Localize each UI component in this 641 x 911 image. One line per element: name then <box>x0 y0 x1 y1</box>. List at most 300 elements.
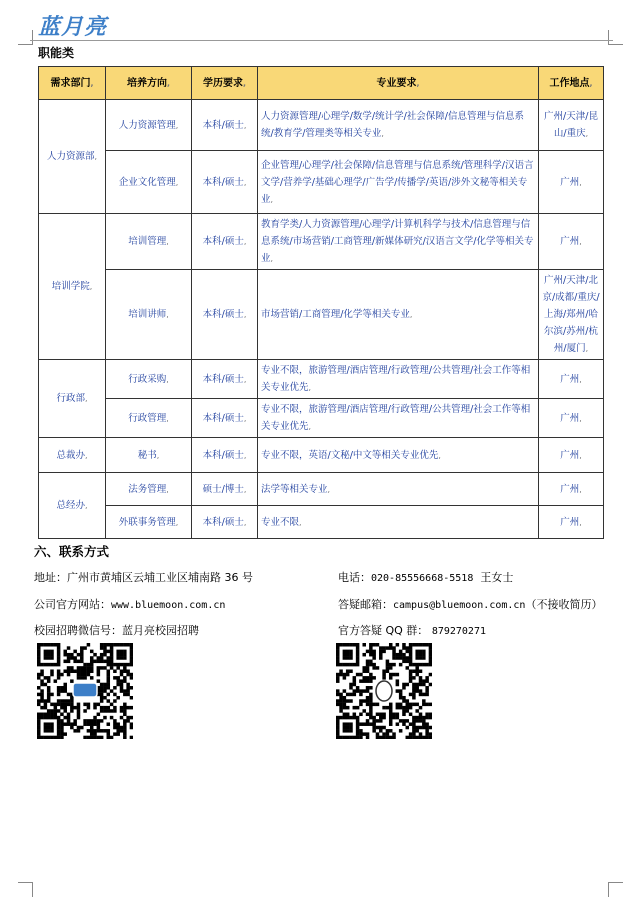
qr-module <box>422 736 426 739</box>
qr-module <box>369 660 373 664</box>
qr-module <box>339 706 343 710</box>
qr-module <box>402 722 406 726</box>
qr-module <box>425 643 429 647</box>
website-label: 公司官方网站： <box>34 598 111 611</box>
qr-module <box>372 716 376 720</box>
qr-module <box>419 683 423 687</box>
qr-module <box>57 686 61 690</box>
qr-module <box>369 696 373 700</box>
qr-module <box>93 716 97 720</box>
qr-module <box>353 676 357 680</box>
qr-module <box>113 699 117 703</box>
qr-module <box>362 699 366 703</box>
qq-qr-code-icon <box>336 643 432 739</box>
company-logo: 蓝月亮 <box>38 15 108 40</box>
qr-module <box>103 686 107 690</box>
email-link[interactable]: campus@bluemoon.com.cn <box>393 600 526 611</box>
qr-module <box>70 656 74 660</box>
qr-module <box>70 679 74 683</box>
qr-module <box>47 713 51 717</box>
wechat-line: 校园招聘微信号：蓝月亮校园招聘 <box>34 624 199 637</box>
qr-module <box>343 673 347 677</box>
qr-module <box>343 656 347 660</box>
qr-module <box>110 666 114 670</box>
qr-module <box>425 732 429 736</box>
qr-module <box>93 732 97 736</box>
qr-module <box>97 673 101 677</box>
qr-module <box>429 673 432 677</box>
qr-module <box>116 653 120 657</box>
qr-module <box>386 732 390 736</box>
qr-module <box>107 643 111 647</box>
qr-module <box>126 689 130 693</box>
contact-section-title: 六、联系方式 <box>34 544 110 559</box>
qr-module <box>382 736 386 739</box>
section-title: 职能类 <box>38 46 75 60</box>
qr-module <box>120 679 124 683</box>
qr-module <box>50 722 54 726</box>
qr-module <box>362 676 366 680</box>
qr-module <box>50 653 54 657</box>
qr-module <box>406 703 410 707</box>
major-cell: 专业不限，旅游管理/酒店管理/行政管理/公共管理/社会工作等相关专业优先, <box>258 399 539 438</box>
qr-module <box>60 736 64 739</box>
qr-module <box>349 650 353 654</box>
qr-module <box>60 726 64 730</box>
qr-module <box>73 656 77 660</box>
qr-module <box>60 719 64 723</box>
qr-module <box>130 663 133 667</box>
qr-module <box>402 660 406 664</box>
qr-module <box>113 719 117 723</box>
qr-module <box>90 722 94 726</box>
qr-module <box>70 653 74 657</box>
qr-module <box>369 716 373 720</box>
qr-module <box>50 709 54 713</box>
qr-module <box>93 660 97 664</box>
qr-module <box>359 736 363 739</box>
qr-module <box>366 713 370 717</box>
qr-module <box>57 643 61 647</box>
qr-module <box>80 666 84 670</box>
qr-module <box>44 703 48 707</box>
qr-module <box>44 722 48 726</box>
qr-module <box>389 643 393 647</box>
qr-module <box>346 722 350 726</box>
location-cell: 广州, <box>539 399 604 438</box>
qr-module <box>123 653 127 657</box>
qr-module <box>93 706 97 710</box>
location-cell: 广州, <box>539 151 604 214</box>
qr-module <box>343 726 347 730</box>
qr-module <box>422 683 426 687</box>
qr-module <box>409 673 413 677</box>
location-cell: 广州/天津/北京/成都/重庆/上海/郑州/哈尔滨/苏州/杭州/厦门, <box>539 270 604 360</box>
qr-module <box>412 729 416 733</box>
qr-module <box>346 693 350 697</box>
qr-module <box>392 663 396 667</box>
qr-module <box>419 716 423 720</box>
qr-module <box>103 643 107 647</box>
qr-module <box>100 653 104 657</box>
qr-module <box>77 706 81 710</box>
qr-module <box>97 669 101 673</box>
qr-module <box>107 693 111 697</box>
qr-module <box>429 713 432 717</box>
qr-module <box>123 669 127 673</box>
qr-module <box>346 656 350 660</box>
qr-module <box>54 643 58 647</box>
email-label: 答疑邮箱： <box>338 598 393 611</box>
qr-module <box>110 709 114 713</box>
qr-module <box>409 693 413 697</box>
qr-module <box>130 650 133 654</box>
qr-module <box>379 726 383 730</box>
qr-module <box>425 713 429 717</box>
qr-module <box>120 663 124 667</box>
qr-module <box>369 653 373 657</box>
qr-module <box>406 660 410 664</box>
qr-module <box>353 663 357 667</box>
qr-module <box>44 650 48 654</box>
qr-module <box>44 713 48 717</box>
qr-module <box>379 729 383 733</box>
qr-module <box>57 722 61 726</box>
qr-module <box>54 706 58 710</box>
qr-module <box>80 650 84 654</box>
qr-module <box>399 706 403 710</box>
qr-module <box>382 726 386 730</box>
qr-module <box>116 679 120 683</box>
phone-number: 020-85556668-5518 <box>371 573 474 584</box>
qr-module <box>396 703 400 707</box>
qr-module <box>372 656 376 660</box>
qr-module <box>415 736 419 739</box>
qr-module <box>97 722 101 726</box>
qr-module <box>346 650 350 654</box>
qr-module <box>126 673 130 677</box>
qr-module <box>362 666 366 670</box>
qr-module <box>110 643 114 647</box>
qr-module <box>372 653 376 657</box>
direction-cell: 秘书, <box>106 438 192 473</box>
qr-module <box>107 676 111 680</box>
qr-module <box>412 726 416 730</box>
qr-module <box>402 683 406 687</box>
qr-module <box>47 653 51 657</box>
qr-module <box>116 656 120 660</box>
qr-module <box>406 709 410 713</box>
qr-module <box>107 706 111 710</box>
qr-module <box>372 663 376 667</box>
qr-module <box>399 689 403 693</box>
qr-module <box>100 709 104 713</box>
qr-module <box>47 729 51 733</box>
qr-module <box>366 669 370 673</box>
qr-module <box>50 673 54 677</box>
qr-module <box>339 693 343 697</box>
major-cell: 法学等相关专业, <box>258 473 539 506</box>
qr-module <box>406 706 410 710</box>
qr-module <box>97 656 101 660</box>
qr-module <box>422 653 426 657</box>
qr-module <box>399 696 403 700</box>
qr-module <box>336 676 340 680</box>
table-row <box>39 151 604 214</box>
qr-module <box>100 656 104 660</box>
qr-module <box>392 716 396 720</box>
qr-module <box>37 703 41 707</box>
qr-module <box>429 736 432 739</box>
qr-module <box>37 693 41 697</box>
qr-module <box>113 709 117 713</box>
qr-module <box>70 726 74 730</box>
qr-module <box>409 736 413 739</box>
qr-module <box>339 736 343 739</box>
qr-module <box>87 669 91 673</box>
qr-module <box>123 736 127 739</box>
qr-module <box>386 660 390 664</box>
qr-module <box>44 706 48 710</box>
direction-cell: 培训管理, <box>106 214 192 270</box>
qr-module <box>346 726 350 730</box>
qr-module <box>353 706 357 710</box>
qr-module <box>409 660 413 664</box>
qr-module <box>406 719 410 723</box>
qr-module <box>339 673 343 677</box>
qr-module <box>356 660 360 664</box>
qr-module <box>336 656 340 660</box>
qr-module <box>412 703 416 707</box>
qr-module <box>422 693 426 697</box>
table-row <box>39 473 604 506</box>
qr-module <box>429 660 432 664</box>
qr-module <box>100 683 104 687</box>
qr-module <box>103 709 107 713</box>
qr-module <box>349 663 353 667</box>
education-cell: 本科/硕士, <box>192 399 258 438</box>
qr-module <box>107 673 111 677</box>
qr-module <box>37 646 41 650</box>
qr-module <box>356 689 360 693</box>
qr-module <box>60 673 64 677</box>
qr-module <box>116 663 120 667</box>
qr-module <box>409 669 413 673</box>
qq-label: 官方答疑 QQ 群： <box>338 624 429 637</box>
qr-module <box>57 660 61 664</box>
location-cell: 广州/天津/昆山/重庆, <box>539 100 604 151</box>
qr-module <box>90 666 94 670</box>
table-row <box>39 399 604 438</box>
qr-module <box>50 716 54 720</box>
major-cell: 专业不限, <box>258 506 539 539</box>
qr-module <box>366 676 370 680</box>
qr-module <box>396 683 400 687</box>
qr-module <box>63 650 67 654</box>
qr-module <box>50 656 54 660</box>
qr-module <box>372 722 376 726</box>
qr-module <box>107 699 111 703</box>
qr-module <box>382 716 386 720</box>
qr-module <box>356 736 360 739</box>
qr-module <box>379 646 383 650</box>
qr-module <box>97 679 101 683</box>
qr-module <box>90 650 94 654</box>
qr-module <box>429 716 432 720</box>
qr-module <box>87 736 91 739</box>
qr-module <box>54 709 58 713</box>
qr-module <box>366 732 370 736</box>
qr-module <box>406 736 410 739</box>
qr-module <box>409 656 413 660</box>
qr-module <box>382 673 386 677</box>
qr-module <box>110 736 114 739</box>
qr-module <box>110 703 114 707</box>
qr-module <box>372 729 376 733</box>
qr-module <box>339 699 343 703</box>
qr-module <box>379 719 383 723</box>
qr-module <box>87 722 91 726</box>
qr-module <box>346 729 350 733</box>
qr-module <box>63 732 67 736</box>
qr-module <box>336 689 340 693</box>
qr-module <box>67 646 71 650</box>
qr-module <box>372 666 376 670</box>
dept-cell: 总经办, <box>39 473 106 539</box>
education-cell: 本科/硕士, <box>192 506 258 539</box>
qr-module <box>425 676 429 680</box>
qr-module <box>389 719 393 723</box>
qr-module <box>372 676 376 680</box>
qr-module <box>40 693 44 697</box>
qr-module <box>113 722 117 726</box>
qr-module <box>123 650 127 654</box>
qr-module <box>412 683 416 687</box>
qr-module <box>399 663 403 667</box>
qr-module <box>83 676 87 680</box>
dept-cell: 人力资源部, <box>39 100 106 214</box>
qr-module <box>376 726 380 730</box>
qr-module <box>429 703 432 707</box>
qr-module <box>396 656 400 660</box>
major-cell: 教育学类/人力资源管理/心理学/计算机科学与技术/信息管理与信息系统/市场营销/工商管理/新媒体研究/汉语言文学/化学等相关专业, <box>258 214 539 270</box>
qr-module <box>60 686 64 690</box>
qr-module <box>60 706 64 710</box>
qr-module <box>349 716 353 720</box>
qr-module <box>349 699 353 703</box>
qr-module <box>63 689 67 693</box>
qr-module <box>406 683 410 687</box>
qr-module <box>83 703 87 707</box>
qr-module <box>40 699 44 703</box>
qr-module <box>429 726 432 730</box>
qr-module <box>40 663 44 667</box>
qr-module <box>107 683 111 687</box>
qr-module <box>37 650 41 654</box>
qr-module <box>57 646 61 650</box>
qr-module <box>113 693 117 697</box>
qr-module <box>63 683 67 687</box>
qr-module <box>419 706 423 710</box>
qr-module <box>37 719 41 723</box>
qr-module <box>419 689 423 693</box>
qr-module <box>412 722 416 726</box>
qr-module <box>47 676 51 680</box>
qr-module <box>359 693 363 697</box>
qr-module <box>123 706 127 710</box>
website-link[interactable]: www.bluemoon.com.cn <box>111 600 226 611</box>
qr-module <box>57 732 61 736</box>
qr-module <box>425 703 429 707</box>
table-row <box>39 214 604 270</box>
qr-module <box>349 653 353 657</box>
qr-module <box>425 716 429 720</box>
qr-module <box>415 726 419 730</box>
qr-module <box>359 673 363 677</box>
qr-module <box>73 660 77 664</box>
qr-module <box>90 719 94 723</box>
direction-cell: 行政采购, <box>106 360 192 399</box>
qr-module <box>100 686 104 690</box>
qr-module <box>60 722 64 726</box>
qr-module <box>83 736 87 739</box>
qr-module <box>402 709 406 713</box>
qr-module <box>50 663 54 667</box>
qr-module <box>402 646 406 650</box>
qr-module <box>379 650 383 654</box>
qr-module <box>90 660 94 664</box>
qr-module <box>336 703 340 707</box>
qr-module <box>336 722 340 726</box>
qr-module <box>389 646 393 650</box>
qr-module <box>406 646 410 650</box>
qr-module <box>83 666 87 670</box>
qr-module <box>47 726 51 730</box>
qr-module <box>130 660 133 664</box>
qr-module <box>100 666 104 670</box>
qr-module <box>47 696 51 700</box>
header-education: 学历要求, <box>192 67 258 100</box>
qr-module <box>97 660 101 664</box>
qr-module <box>396 689 400 693</box>
qr-module <box>130 673 133 677</box>
qr-module <box>120 709 124 713</box>
qr-module <box>103 660 107 664</box>
qr-module <box>369 706 373 710</box>
qr-module <box>57 673 61 677</box>
qr-module <box>63 703 67 707</box>
direction-cell: 行政管理, <box>106 399 192 438</box>
qr-module <box>399 703 403 707</box>
qr-module <box>382 669 386 673</box>
qr-module <box>40 643 44 647</box>
qr-module <box>44 736 48 739</box>
qr-module <box>379 713 383 717</box>
qr-module <box>422 656 426 660</box>
qr-module <box>359 699 363 703</box>
qr-module <box>93 722 97 726</box>
qr-module <box>382 713 386 717</box>
qr-module <box>366 703 370 707</box>
qr-module <box>130 736 133 739</box>
qr-module <box>107 729 111 733</box>
qr-module <box>107 679 111 683</box>
table-row <box>39 270 604 360</box>
qr-module <box>396 673 400 677</box>
qr-module <box>422 663 426 667</box>
qr-module <box>346 663 350 667</box>
qr-module <box>356 646 360 650</box>
